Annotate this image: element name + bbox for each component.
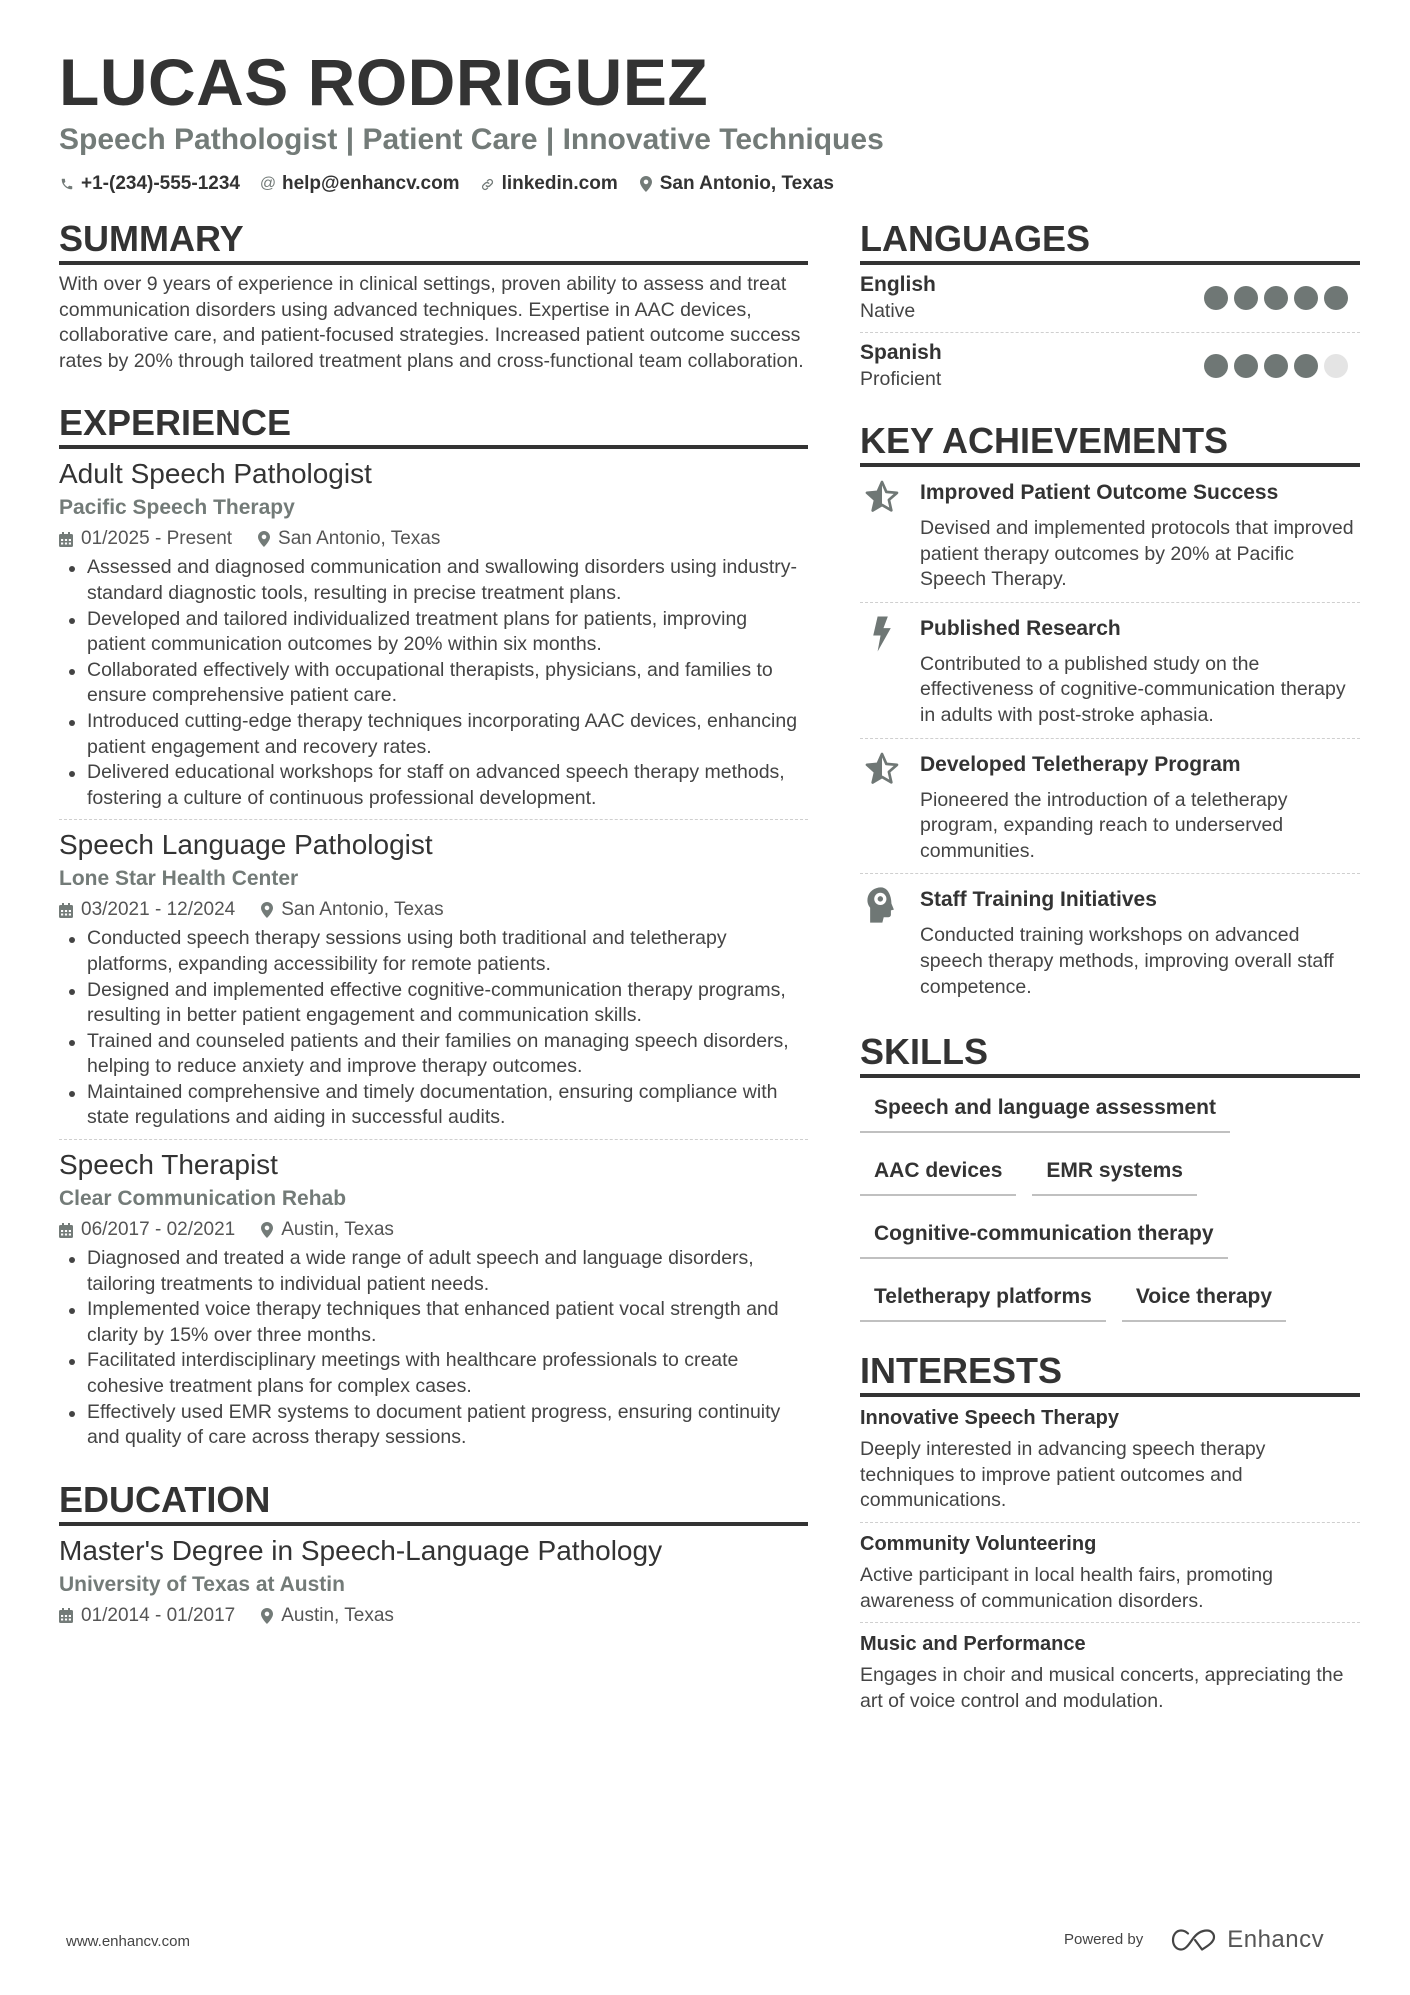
skill-tag: Voice therapy xyxy=(1122,1273,1286,1322)
language-rating xyxy=(1198,286,1348,310)
achievement-title: Published Research xyxy=(920,616,1121,640)
degree-title: Master's Degree in Speech-Language Pathology xyxy=(59,1534,663,1566)
interest-item xyxy=(860,1397,1360,1523)
job-bullets xyxy=(59,555,808,811)
rating-dot-filled xyxy=(1264,354,1288,378)
job-company: Clear Communication Rehab xyxy=(59,1187,347,1211)
footer-powered-by[interactable] xyxy=(1064,1928,1324,1952)
job-bullet: Maintained comprehensive and timely documentation, ensuring compliance with state regulations and aiding in successful audits. xyxy=(59,1080,808,1131)
contact-phone[interactable] xyxy=(59,172,240,196)
right-column xyxy=(860,218,1360,1746)
phone-icon xyxy=(59,175,75,193)
job-bullet: Delivered educational workshops for staff on advanced speech therapy methods, fostering a culture of continuous professional development. xyxy=(59,760,808,811)
contact-location xyxy=(638,172,834,196)
education-dates xyxy=(59,1602,235,1630)
summary-section xyxy=(59,218,808,374)
powered-by-label: Powered by xyxy=(1064,1931,1144,1948)
achievement-desc: Pioneered the introduction of a teletherapy program, expanding reach to underserved communities. xyxy=(920,788,1288,862)
interest-title: Innovative Speech Therapy xyxy=(860,1407,1119,1430)
interest-item xyxy=(860,1623,1360,1722)
contact-bar xyxy=(59,172,1359,196)
job-company: Pacific Speech Therapy xyxy=(59,496,295,520)
job-bullet: Diagnosed and treated a wide range of adult speech and language disorders, tailoring treatments to individual patient needs. xyxy=(59,1246,808,1297)
job-location-text: San Antonio, Texas xyxy=(281,899,444,921)
rating-dot-filled xyxy=(1294,354,1318,378)
achievement-desc: Devised and implemented protocols that improved patient therapy outcomes by 20% at Pacific Speech Therapy. xyxy=(920,517,1354,591)
job-dates-text: 06/2017 - 02/2021 xyxy=(81,1219,236,1241)
contact-location-text: San Antonio, Texas xyxy=(659,173,834,194)
job-bullet: Developed and tailored individualized treatment plans for patients, improving patient communication outcomes by 20% within six months. xyxy=(59,607,808,658)
skills-section xyxy=(860,1031,1360,1336)
language-level: Native xyxy=(860,300,916,322)
education-section xyxy=(59,1479,808,1638)
school-name: University of Texas at Austin xyxy=(59,1572,345,1596)
location-icon xyxy=(258,531,270,547)
contact-linkedin[interactable] xyxy=(480,172,618,196)
interests-heading: INTERESTS xyxy=(860,1350,1360,1397)
job-bullet: Assessed and diagnosed communication and swallowing disorders using industry-standard diagnostic tools, resulting in precise treatment plans. xyxy=(59,555,808,606)
location-icon xyxy=(261,902,273,918)
calendar-icon xyxy=(59,532,73,547)
location-icon xyxy=(261,1608,273,1624)
achievement-desc: Contributed to a published study on the effectiveness of cognitive-communication therapy in adults with post-stroke aphasia. xyxy=(920,652,1346,726)
education-location xyxy=(261,1602,394,1630)
calendar-icon xyxy=(59,903,73,918)
candidate-subtitle: Speech Pathologist | Patient Care | Innovative Techniques xyxy=(59,123,884,156)
language-rating xyxy=(1198,354,1348,378)
rating-dot-filled xyxy=(1234,354,1258,378)
achievement-item xyxy=(860,874,1360,1009)
skills-list xyxy=(860,1084,1360,1336)
skill-tag: AAC devices xyxy=(860,1147,1016,1196)
education-meta xyxy=(59,1602,808,1630)
skills-heading: SKILLS xyxy=(860,1031,1360,1078)
rating-dot-filled xyxy=(1234,286,1258,310)
job-bullet: Collaborated effectively with occupational therapists, physicians, and families to ensure comprehensive patient care. xyxy=(59,658,808,709)
job-bullet: Introduced cutting-edge therapy techniques incorporating AAC devices, enhancing patient engagement and recovery rates. xyxy=(59,709,808,760)
job-entry xyxy=(59,820,808,1140)
experience-heading: EXPERIENCE xyxy=(59,402,808,449)
star-icon xyxy=(860,479,920,593)
experience-section xyxy=(59,402,808,1458)
summary-heading: SUMMARY xyxy=(59,218,808,265)
job-title: Speech Therapist xyxy=(59,1149,278,1181)
footer-website[interactable]: www.enhancv.com xyxy=(66,1933,190,1950)
job-company: Lone Star Health Center xyxy=(59,867,299,891)
achievements-section xyxy=(860,420,1360,1009)
language-item xyxy=(860,265,1360,333)
skill-tag: Cognitive-communication therapy xyxy=(860,1210,1228,1259)
job-dates xyxy=(59,525,232,553)
summary-text: With over 9 years of experience in clinical settings, proven ability to assess and treat communication disorders using advanced techniques. Expertise in AAC devices, collaborative care, and patient-focused strategies. Increased patient outcome success rates by 20% through tailored treatment plans and cross-functional team collaboration. xyxy=(59,273,804,372)
contact-phone-text: +1-(234)-555-1234 xyxy=(81,173,240,194)
interests-section xyxy=(860,1350,1360,1722)
job-location xyxy=(261,896,443,924)
head-icon xyxy=(860,886,920,1000)
location-icon xyxy=(261,1222,273,1238)
skill-tag: EMR systems xyxy=(1032,1147,1197,1196)
interest-desc: Active participant in local health fairs, promoting awareness of communication disorders. xyxy=(860,1563,1273,1612)
interest-desc: Deeply interested in advancing speech therapy techniques to improve patient outcomes and communications. xyxy=(860,1438,1266,1512)
job-meta xyxy=(59,1216,808,1244)
job-dates-text: 01/2025 - Present xyxy=(81,528,233,550)
job-title: Speech Language Pathologist xyxy=(59,829,433,861)
link-icon xyxy=(480,175,496,193)
job-bullet: Designed and implemented effective cognitive-communication therapy programs, resulting in better patient engagement and communication skills. xyxy=(59,978,808,1029)
star-icon xyxy=(860,751,920,865)
languages-heading: LANGUAGES xyxy=(860,218,1360,265)
languages-section xyxy=(860,218,1360,400)
interest-item xyxy=(860,1523,1360,1623)
rating-dot-filled xyxy=(1324,286,1348,310)
job-bullets xyxy=(59,1246,808,1451)
rating-dot-empty xyxy=(1324,354,1348,378)
calendar-icon xyxy=(59,1223,73,1238)
achievement-desc: Conducted training workshops on advanced speech therapy methods, improving overall staff competence. xyxy=(920,924,1334,998)
language-item xyxy=(860,333,1360,400)
left-column xyxy=(59,218,808,1662)
contact-email[interactable] xyxy=(260,172,460,196)
interest-desc: Engages in choir and musical concerts, appreciating the art of voice control and modulation. xyxy=(860,1664,1344,1712)
education-heading: EDUCATION xyxy=(59,1479,808,1526)
job-dates-text: 03/2021 - 12/2024 xyxy=(81,899,236,921)
job-bullet: Conducted speech therapy sessions using both traditional and teletherapy platforms, expanding accessibility for remote patients. xyxy=(59,926,808,977)
job-bullet: Trained and counseled patients and their families on managing speech disorders, helping to reduce anxiety and improve therapy outcomes. xyxy=(59,1029,808,1080)
location-icon xyxy=(638,175,654,193)
job-meta xyxy=(59,525,808,553)
achievement-title: Developed Teletherapy Program xyxy=(920,752,1241,776)
achievement-title: Improved Patient Outcome Success xyxy=(920,481,1279,504)
education-location-text: Austin, Texas xyxy=(281,1604,394,1626)
job-dates xyxy=(59,896,235,924)
contact-linkedin-text: linkedin.com xyxy=(501,173,618,194)
job-entry xyxy=(59,449,808,820)
language-name: Spanish xyxy=(860,341,942,364)
at-icon: @ xyxy=(259,175,277,192)
resume-header xyxy=(59,44,1359,196)
interest-title: Music and Performance xyxy=(860,1633,1086,1656)
education-entry xyxy=(59,1526,808,1638)
lightning-icon xyxy=(860,615,920,729)
brand-name: Enhancv xyxy=(1227,1926,1325,1953)
language-level: Proficient xyxy=(860,368,942,390)
achievement-item xyxy=(860,739,1360,875)
job-title: Adult Speech Pathologist xyxy=(59,458,372,490)
achievement-item xyxy=(860,603,1360,739)
enhancv-logo-icon xyxy=(1171,1928,1217,1952)
job-location xyxy=(261,1216,394,1244)
achievements-heading: KEY ACHIEVEMENTS xyxy=(860,420,1360,467)
education-dates-text: 01/2014 - 01/2017 xyxy=(81,1604,236,1626)
rating-dot-filled xyxy=(1204,286,1228,310)
job-entry xyxy=(59,1140,808,1459)
skill-tag: Speech and language assessment xyxy=(860,1084,1230,1133)
candidate-name: LUCAS RODRIGUEZ xyxy=(59,45,709,119)
achievement-title: Staff Training Initiatives xyxy=(920,888,1157,912)
rating-dot-filled xyxy=(1264,286,1288,310)
job-bullet: Effectively used EMR systems to document patient progress, ensuring continuity and quality of care across therapy sessions. xyxy=(59,1400,808,1451)
job-bullet: Implemented voice therapy techniques that enhanced patient vocal strength and clarity by 15% over three months. xyxy=(59,1297,808,1348)
rating-dot-filled xyxy=(1294,286,1318,310)
contact-email-text: help@enhancv.com xyxy=(281,173,460,194)
job-location xyxy=(258,525,440,553)
calendar-icon xyxy=(59,1608,73,1623)
job-bullets xyxy=(59,926,808,1131)
achievement-item xyxy=(860,467,1360,603)
job-meta xyxy=(59,896,808,924)
job-location-text: Austin, Texas xyxy=(281,1219,394,1241)
skill-tag: Teletherapy platforms xyxy=(860,1273,1106,1322)
job-dates xyxy=(59,1216,235,1244)
job-location-text: San Antonio, Texas xyxy=(278,528,441,550)
interest-title: Community Volunteering xyxy=(860,1532,1097,1555)
language-name: English xyxy=(860,273,936,296)
rating-dot-filled xyxy=(1204,354,1228,378)
job-bullet: Facilitated interdisciplinary meetings with healthcare professionals to create cohesive treatment plans for complex cases. xyxy=(59,1348,808,1399)
